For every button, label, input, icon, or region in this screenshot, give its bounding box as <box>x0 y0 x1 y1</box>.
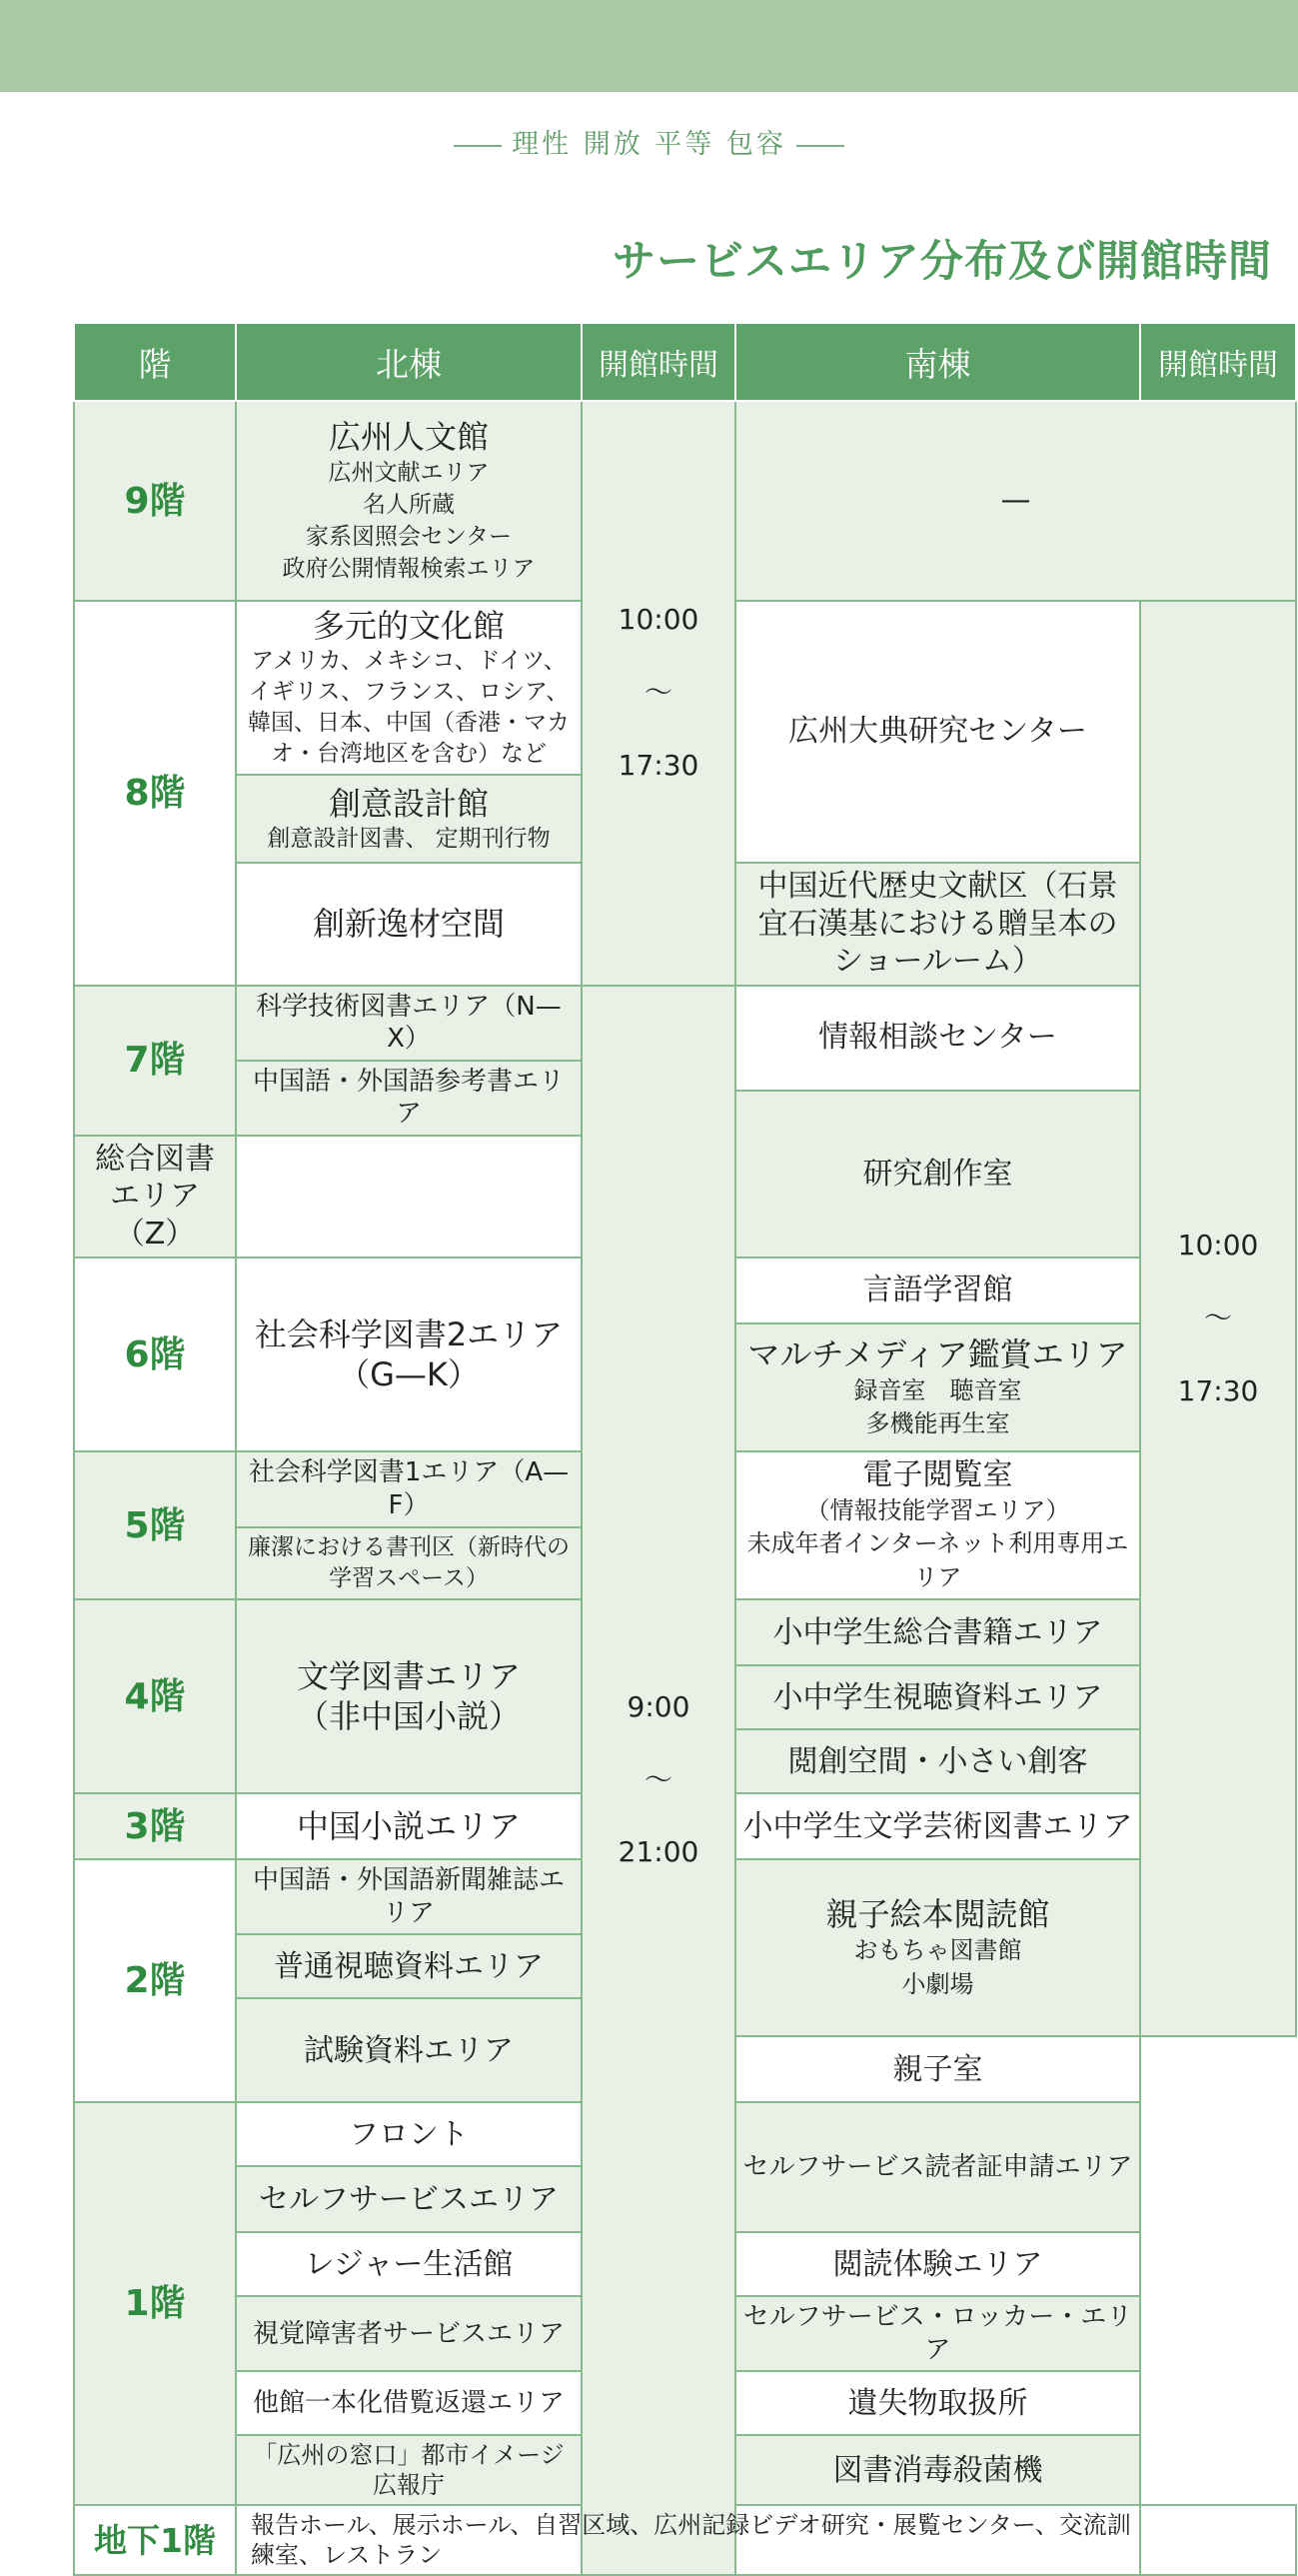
south-6f-b-item: 多機能再生室 <box>865 1409 1010 1438</box>
floor-5: 5階 <box>74 1451 236 1599</box>
north-2f-b: 普通視聴資料エリア <box>236 1934 582 1998</box>
north-9f-item: 名人所蔵 <box>363 491 455 518</box>
north-4f-line: （非中国小説） <box>296 1697 521 1736</box>
floor-1: 1階 <box>74 2102 236 2505</box>
south-9f: — <box>735 401 1296 601</box>
north-1f-d: 視覚障害者サービスエリア <box>236 2296 582 2371</box>
service-area-table <box>73 322 1297 2576</box>
hours-close: 21:00 <box>618 1835 699 1869</box>
south-1f-e: 図書消毒殺菌機 <box>735 2435 1140 2505</box>
top-banner <box>0 0 1298 92</box>
north-8f-b-desc: 創意設計図書、 定期刊行物 <box>267 825 551 852</box>
north-8f-b <box>236 775 582 863</box>
south-1f-c: セルフサービス・ロッカー・エリア <box>735 2296 1140 2371</box>
header-hours-north: 開館時間 <box>582 323 735 401</box>
north-9f-item: 家系図照会センター <box>305 524 513 550</box>
south-2f-a-item: おもちゃ図書館 <box>853 1936 1022 1965</box>
south-5f-title: 電子閲覧室 <box>862 1457 1013 1493</box>
floor-8: 8階 <box>74 601 236 986</box>
divider-left <box>454 145 502 147</box>
header-hours-south: 開館時間 <box>1140 323 1296 401</box>
south-2f-a-title: 親子絵本閲読館 <box>825 1895 1050 1934</box>
floor-9: 9階 <box>74 401 236 601</box>
row-b1 <box>74 2505 1296 2575</box>
south-4f-c: 閲創空間・小さい創客 <box>735 1729 1140 1793</box>
south-5f-item: （情報技能学習エリア） <box>805 1495 1070 1524</box>
row-9f <box>74 401 1296 601</box>
header-floor: 階 <box>74 323 236 401</box>
hours-tilde: ～ <box>1203 1300 1232 1334</box>
north-3f: 中国小説エリア <box>236 1793 582 1859</box>
divider-right <box>796 145 844 147</box>
north-8f-a <box>236 601 582 775</box>
north-9f-title: 広州人文館 <box>328 417 489 456</box>
motto-text: 理性 開放 平等 包容 <box>512 129 786 160</box>
south-6f-b <box>735 1323 1140 1451</box>
north-1f-b: セルフサービスエリア <box>236 2166 582 2232</box>
north-2f-a: 中国語・外国語新聞雑誌エリア <box>236 1859 582 1934</box>
south-6f-b-item: 録音室 聴音室 <box>853 1375 1022 1404</box>
north-9f <box>236 401 582 601</box>
north-5f-a: 社会科学図書1エリア（A—F） <box>236 1451 582 1527</box>
north-4f-line: 文学図書エリア <box>296 1657 521 1696</box>
south-8f-b: 中国近代歴史文献区（石景宜石漢基における贈呈本のショールーム） <box>735 863 1140 986</box>
south-5f-item: 未成年者インターネット利用専用エリア <box>746 1529 1129 1591</box>
north-1f-c: レジャー生活館 <box>236 2232 582 2296</box>
north-9f-item: 広州文献エリア <box>328 459 490 486</box>
floor-3: 3階 <box>74 1793 236 1859</box>
floor-7: 7階 <box>74 986 236 1136</box>
south-2f-a <box>735 1859 1140 2036</box>
hours-tilde: ～ <box>644 1762 672 1796</box>
hours-open: 10:00 <box>1177 1229 1259 1263</box>
south-1f-b: 閲読体験エリア <box>735 2232 1140 2296</box>
south-8f-a: 広州大典研究センター <box>735 601 1140 863</box>
south-7f-b: 研究創作室 <box>735 1091 1140 1259</box>
row-7f-a <box>74 986 1296 1061</box>
south-3f: 小中学生文学芸術図書エリア <box>735 1793 1140 1859</box>
north-1f-e: 他館一本化借覧返還エリア <box>236 2371 582 2435</box>
south-4f-b: 小中学生視聴資料エリア <box>735 1665 1140 1729</box>
north-8f-b-title: 創意設計館 <box>328 784 489 823</box>
hours-north-upper <box>582 401 735 986</box>
north-1f-a: フロント <box>236 2102 582 2166</box>
north-9f-item: 政府公開情報検索エリア <box>282 556 536 583</box>
hours-open: 9:00 <box>627 1689 690 1723</box>
hours-close: 17:30 <box>618 748 699 782</box>
hours-open: 10:00 <box>618 603 699 637</box>
north-7f-c: 総合図書エリア（Z） <box>74 1136 236 1259</box>
south-6f-a: 言語学習館 <box>735 1258 1140 1323</box>
floor-b1: 地下1階 <box>74 2505 236 2575</box>
south-1f-a: セルフサービス読者証申請エリア <box>735 2102 1140 2232</box>
south-2f-b: 親子室 <box>735 2036 1140 2102</box>
north-8f-a-title: 多元的文化館 <box>312 607 505 645</box>
north-6f-line: 社会科学図書2エリア <box>254 1315 564 1354</box>
hours-north-lower <box>582 986 735 2576</box>
north-6f <box>236 1258 582 1451</box>
hours-tilde: ～ <box>644 675 672 709</box>
floor-4: 4階 <box>74 1599 236 1793</box>
header-north: 北棟 <box>236 323 582 401</box>
hours-south <box>1140 601 1296 2036</box>
south-6f-b-title: マルチメディア鑑賞エリア <box>747 1334 1128 1373</box>
north-2f-c: 試験資料エリア <box>236 1998 582 2102</box>
north-8f-c: 創新逸材空間 <box>236 863 582 986</box>
floor-2: 2階 <box>74 1859 236 2102</box>
south-7f-a: 情報相談センター <box>735 986 1140 1091</box>
header-row <box>74 323 1296 401</box>
floor-6: 6階 <box>74 1258 236 1451</box>
north-5f-b: 廉潔における書刊区（新時代の学習スペース） <box>236 1527 582 1600</box>
north-7f-a: 科学技術図書エリア（N—X） <box>236 986 582 1061</box>
basement-areas: 報告ホール、展示ホール、自習区域、広州記録ビデオ研究・展覧センター、交流訓練室、レストラン <box>236 2505 1140 2575</box>
north-4f <box>236 1599 582 1793</box>
north-7f-b: 中国語・外国語参考書エリア <box>236 1061 582 1136</box>
north-8f-a-desc: アメリカ、メキシコ、ドイツ、イギリス、フランス、ロシア、韓国、日本、中国（香港・マカオ・台湾地区を含む）など <box>248 648 570 768</box>
north-1f-f: 「広州の窓口」都市イメージ広報庁 <box>236 2435 582 2505</box>
south-1f-d: 遺失物取扱所 <box>735 2371 1140 2435</box>
north-6f-line: （G—K） <box>338 1355 480 1394</box>
motto <box>0 122 1298 161</box>
page-title: サービスエリア分布及び開館時間 <box>613 237 1272 287</box>
hours-close: 17:30 <box>1177 1373 1259 1407</box>
basement-hours-empty <box>1140 2505 1296 2575</box>
header-south: 南棟 <box>735 323 1140 401</box>
south-2f-a-item: 小劇場 <box>901 1969 974 1998</box>
south-4f-a: 小中学生総合書籍エリア <box>735 1599 1140 1665</box>
south-5f <box>735 1451 1140 1599</box>
